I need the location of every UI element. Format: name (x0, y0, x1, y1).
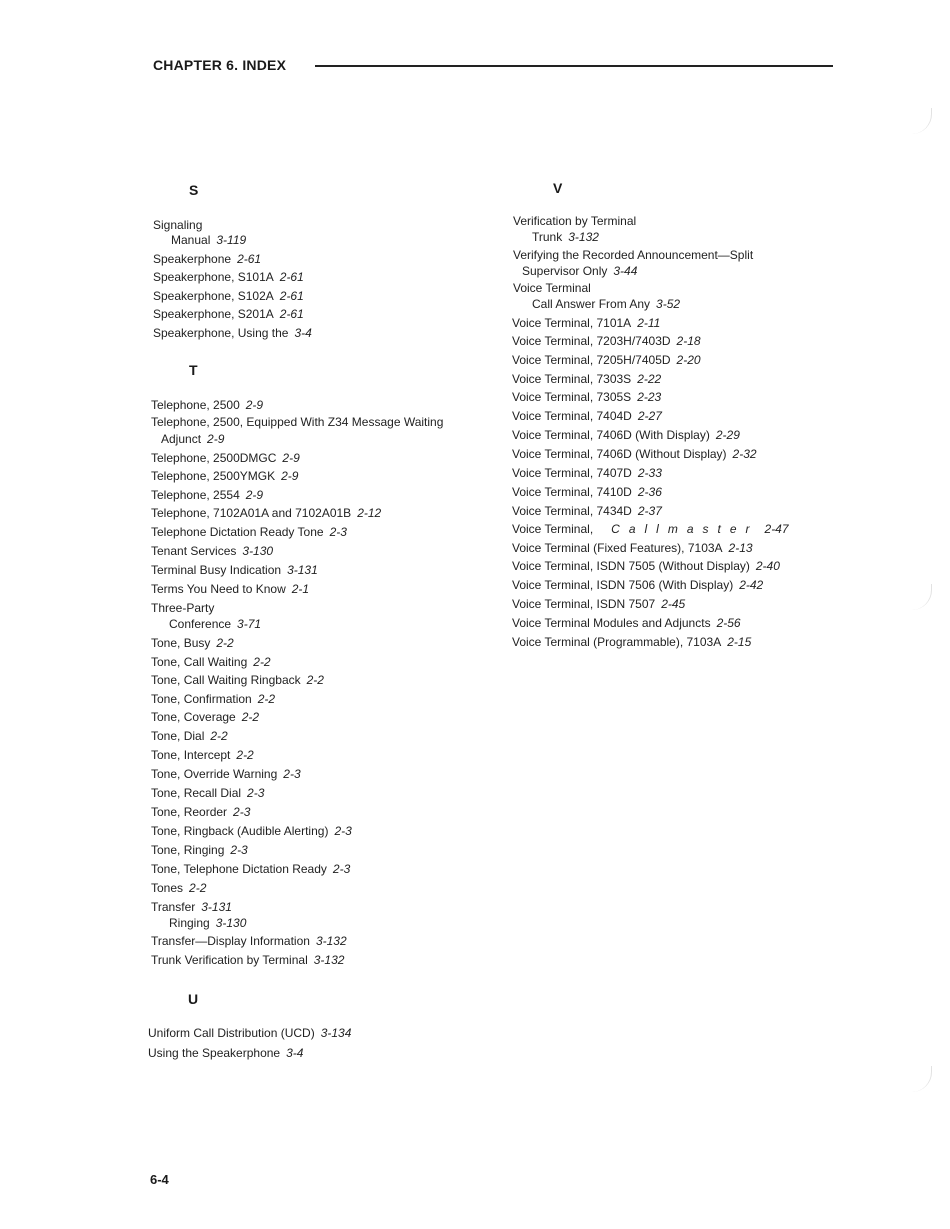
index-entry: Voice Terminal Modules and Adjuncts 2-56 (512, 616, 741, 630)
index-entry: Transfer—Display Information 3-132 (151, 934, 347, 948)
index-entry: Voice Terminal (513, 281, 591, 295)
chapter-title: CHAPTER 6. INDEX (153, 57, 287, 73)
index-entry: Voice Terminal, 7434D 2-37 (512, 504, 662, 518)
index-entry: Telephone, 2500DMGC 2-9 (151, 451, 300, 465)
index-entry: Tenant Services 3-130 (151, 544, 274, 558)
index-entry: Tone, Telephone Dictation Ready 2-3 (151, 862, 351, 876)
index-entry: Tone, Confirmation 2-2 (151, 692, 276, 706)
index-entry: Speakerphone, S102A 2-61 (153, 289, 304, 303)
index-entry: Tone, Busy 2-2 (151, 636, 234, 650)
page-number: 6-4 (150, 1172, 169, 1187)
index-entry: Tone, Ringback (Audible Alerting) 2-3 (151, 824, 352, 838)
index-entry: Tones 2-2 (151, 881, 207, 895)
index-entry: Voice Terminal, 7205H/7405D 2-20 (512, 353, 701, 367)
index-entry: Trunk Verification by Terminal 3-132 (151, 953, 345, 967)
index-subentry: Trunk 3-132 (532, 230, 599, 244)
section-letter-t: T (189, 362, 198, 378)
index-entry: Voice Terminal, 7407D 2-33 (512, 466, 662, 480)
index-entry: Speakerphone, S101A 2-61 (153, 270, 304, 284)
index-entry: Speakerphone 2-61 (153, 252, 262, 266)
index-entry: Speakerphone, Using the 3-4 (153, 326, 312, 340)
index-entry: Telephone, 2554 2-9 (151, 488, 264, 502)
index-entry: Verification by Terminal (513, 214, 637, 228)
index-entry: Voice Terminal, 7203H/7403D 2-18 (512, 334, 701, 348)
page-header (153, 57, 833, 77)
index-entry-continuation: Adjunct 2-9 (161, 432, 225, 446)
index-entry: Tone, Recall Dial 2-3 (151, 786, 265, 800)
index-entry: Telephone, 7102A01A and 7102A01B 2-12 (151, 506, 382, 520)
index-entry: Voice Terminal, 7404D 2-27 (512, 409, 662, 423)
section-letter-v: V (553, 180, 563, 196)
index-entry: Tone, Ringing 2-3 (151, 843, 248, 857)
index-subentry: Conference 3-71 (169, 617, 262, 631)
section-letter-u: U (188, 991, 199, 1007)
index-entry: Tone, Call Waiting 2-2 (151, 655, 271, 669)
index-subentry: Ringing 3-130 (169, 916, 247, 930)
index-subentry: Call Answer From Any 3-52 (532, 297, 681, 311)
index-entry: Transfer 3-131 (151, 900, 232, 914)
index-entry: Voice Terminal, ISDN 7507 2-45 (512, 597, 686, 611)
index-entry: Voice Terminal, 7406D (Without Display) 2-32 (512, 447, 757, 461)
index-entry-continuation: Supervisor Only 3-44 (522, 264, 638, 278)
index-entry: Voice Terminal, 7305S 2-23 (512, 390, 662, 404)
index-entry: Verifying the Recorded Announcement—Split (513, 248, 754, 262)
index-entry: Telephone Dictation Ready Tone 2-3 (151, 525, 347, 539)
index-entry: Tone, Reorder 2-3 (151, 805, 251, 819)
index-entry: Three-Party (151, 601, 215, 615)
index-entry: Tone, Override Warning 2-3 (151, 767, 301, 781)
index-entry: Using the Speakerphone 3-4 (148, 1046, 304, 1060)
callmaster-term: Callmaster (611, 522, 759, 536)
index-entry: Voice Terminal, 7101A 2-11 (512, 316, 661, 330)
index-entry: Tone, Dial 2-2 (151, 729, 228, 743)
index-entry: Voice Terminal, ISDN 7506 (With Display) 2-42 (512, 578, 764, 592)
index-entry: Voice Terminal, 7303S 2-22 (512, 372, 662, 386)
scan-margin-mark (905, 584, 932, 610)
index-entry: Terms You Need to Know 2-1 (151, 582, 310, 596)
index-entry: Tone, Intercept 2-2 (151, 748, 254, 762)
section-letter-s: S (189, 182, 199, 198)
scan-margin-mark (905, 1066, 932, 1092)
index-entry: Signaling (153, 218, 203, 232)
index-entry: Voice Terminal (Fixed Features), 7103A 2-13 (512, 541, 753, 555)
index-entry: Telephone, 2500 2-9 (151, 398, 264, 412)
index-entry: Uniform Call Distribution (UCD) 3-134 (148, 1026, 352, 1040)
index-entry: Voice Terminal (Programmable), 7103A 2-15 (512, 635, 752, 649)
index-entry: Telephone, 2500YMGK 2-9 (151, 469, 299, 483)
index-entry: Tone, Call Waiting Ringback 2-2 (151, 673, 324, 687)
index-entry: Speakerphone, S201A 2-61 (153, 307, 304, 321)
index-entry: Terminal Busy Indication 3-131 (151, 563, 318, 577)
scan-margin-mark (905, 108, 932, 134)
index-subentry: Manual 3-119 (171, 233, 247, 247)
index-entry: Voice Terminal, 7410D 2-36 (512, 485, 662, 499)
index-entry: Voice Terminal, Callmaster 2-47 (512, 522, 789, 536)
index-entry: Voice Terminal, 7406D (With Display) 2-29 (512, 428, 740, 442)
index-entry: Telephone, 2500, Equipped With Z34 Message Waiting (151, 415, 444, 429)
index-entry: Tone, Coverage 2-2 (151, 710, 260, 724)
header-rule (315, 65, 833, 67)
index-entry: Voice Terminal, ISDN 7505 (Without Display) 2-40 (512, 559, 780, 573)
